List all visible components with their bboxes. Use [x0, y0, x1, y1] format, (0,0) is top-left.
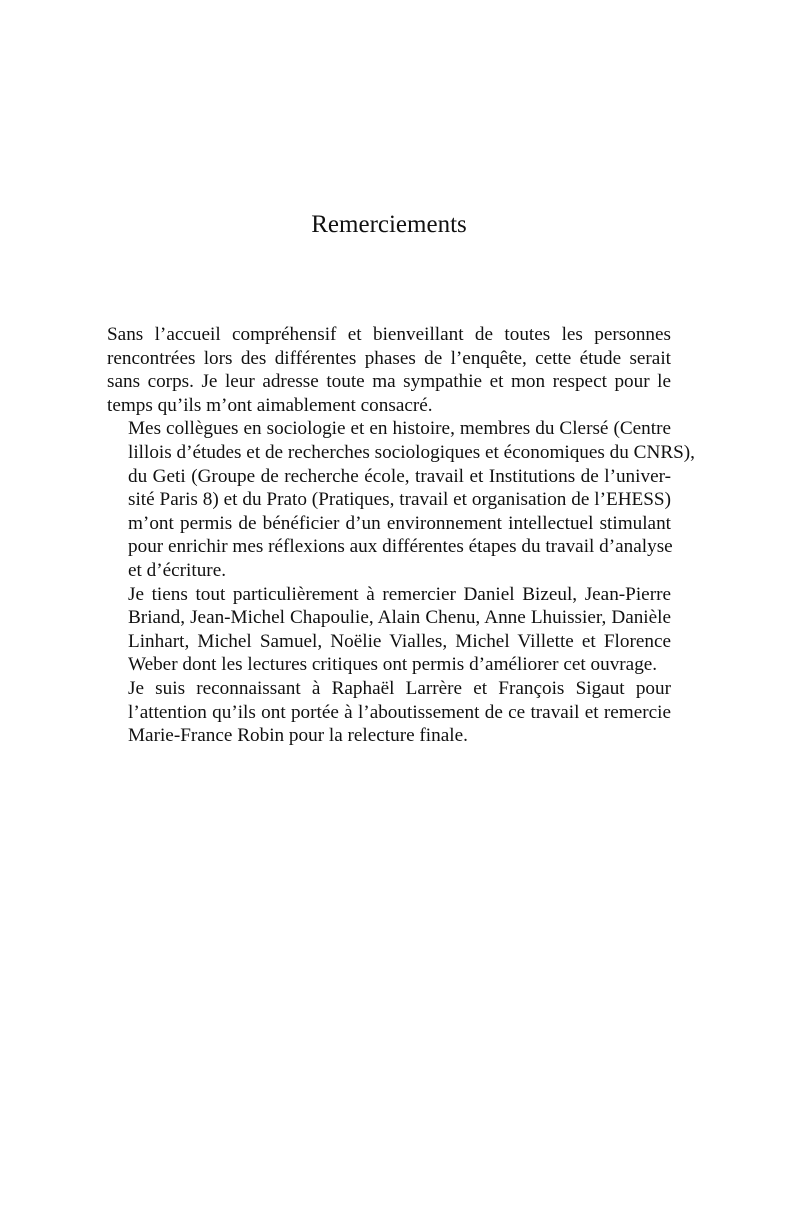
text-line: Sans l’accueil compréhensif et bienveillant de toutes les personnes	[107, 324, 671, 345]
paragraph-2	[107, 417, 695, 582]
paragraph-1	[107, 323, 671, 417]
acknowledgements-body	[107, 323, 695, 748]
text-line: pour enrichir mes réflexions aux différentes étapes du travail d’analyse	[128, 536, 673, 558]
text-line: Weber dont les lectures critiques ont permis d’améliorer cet ouvrage.	[128, 654, 658, 676]
paragraph-4	[107, 677, 671, 748]
text-line: temps qu’ils m’ont aimablement consacré.	[107, 394, 433, 416]
paragraph-3	[107, 583, 671, 677]
text-line: Linhart, Michel Samuel, Noëlie Vialles, Michel Villette et Florence	[128, 630, 671, 652]
text-line: Je tiens tout particulièrement à remercier Daniel Bizeul, Jean-Pierre	[128, 583, 671, 605]
text-line: sans corps. Je leur adresse toute ma sympathie et mon respect pour le	[107, 371, 671, 393]
text-line: Marie-France Robin pour la relecture finale.	[128, 725, 468, 747]
text-line: m’ont permis de bénéficier d’un environnement intellectuel stimulant	[128, 512, 671, 534]
text-line: Mes collègues en sociologie et en histoire, membres du Clersé (Centre	[128, 418, 671, 440]
text-line: rencontrées lors des différentes phases de l’enquête, cette étude serait	[107, 347, 671, 369]
text-line: l’attention qu’ils ont portée à l’aboutissement de ce travail et remercie	[128, 701, 671, 723]
text-line: lillois d’études et de recherches sociologiques et économiques du CNRS),	[128, 441, 695, 463]
text-line: Briand, Jean-Michel Chapoulie, Alain Chenu, Anne Lhuissier, Danièle	[128, 607, 671, 629]
page-title: Remerciements	[311, 211, 467, 238]
text-line: sité Paris 8) et du Prato (Pratiques, travail et organisation de l’EHESS)	[128, 489, 671, 511]
text-line: et d’écriture.	[128, 559, 227, 581]
text-line: du Geti (Groupe de recherche école, travail et Institutions de l’univer-	[128, 465, 671, 487]
text-line: Je suis reconnaissant à Raphaël Larrère et François Sigaut pour	[128, 677, 671, 699]
